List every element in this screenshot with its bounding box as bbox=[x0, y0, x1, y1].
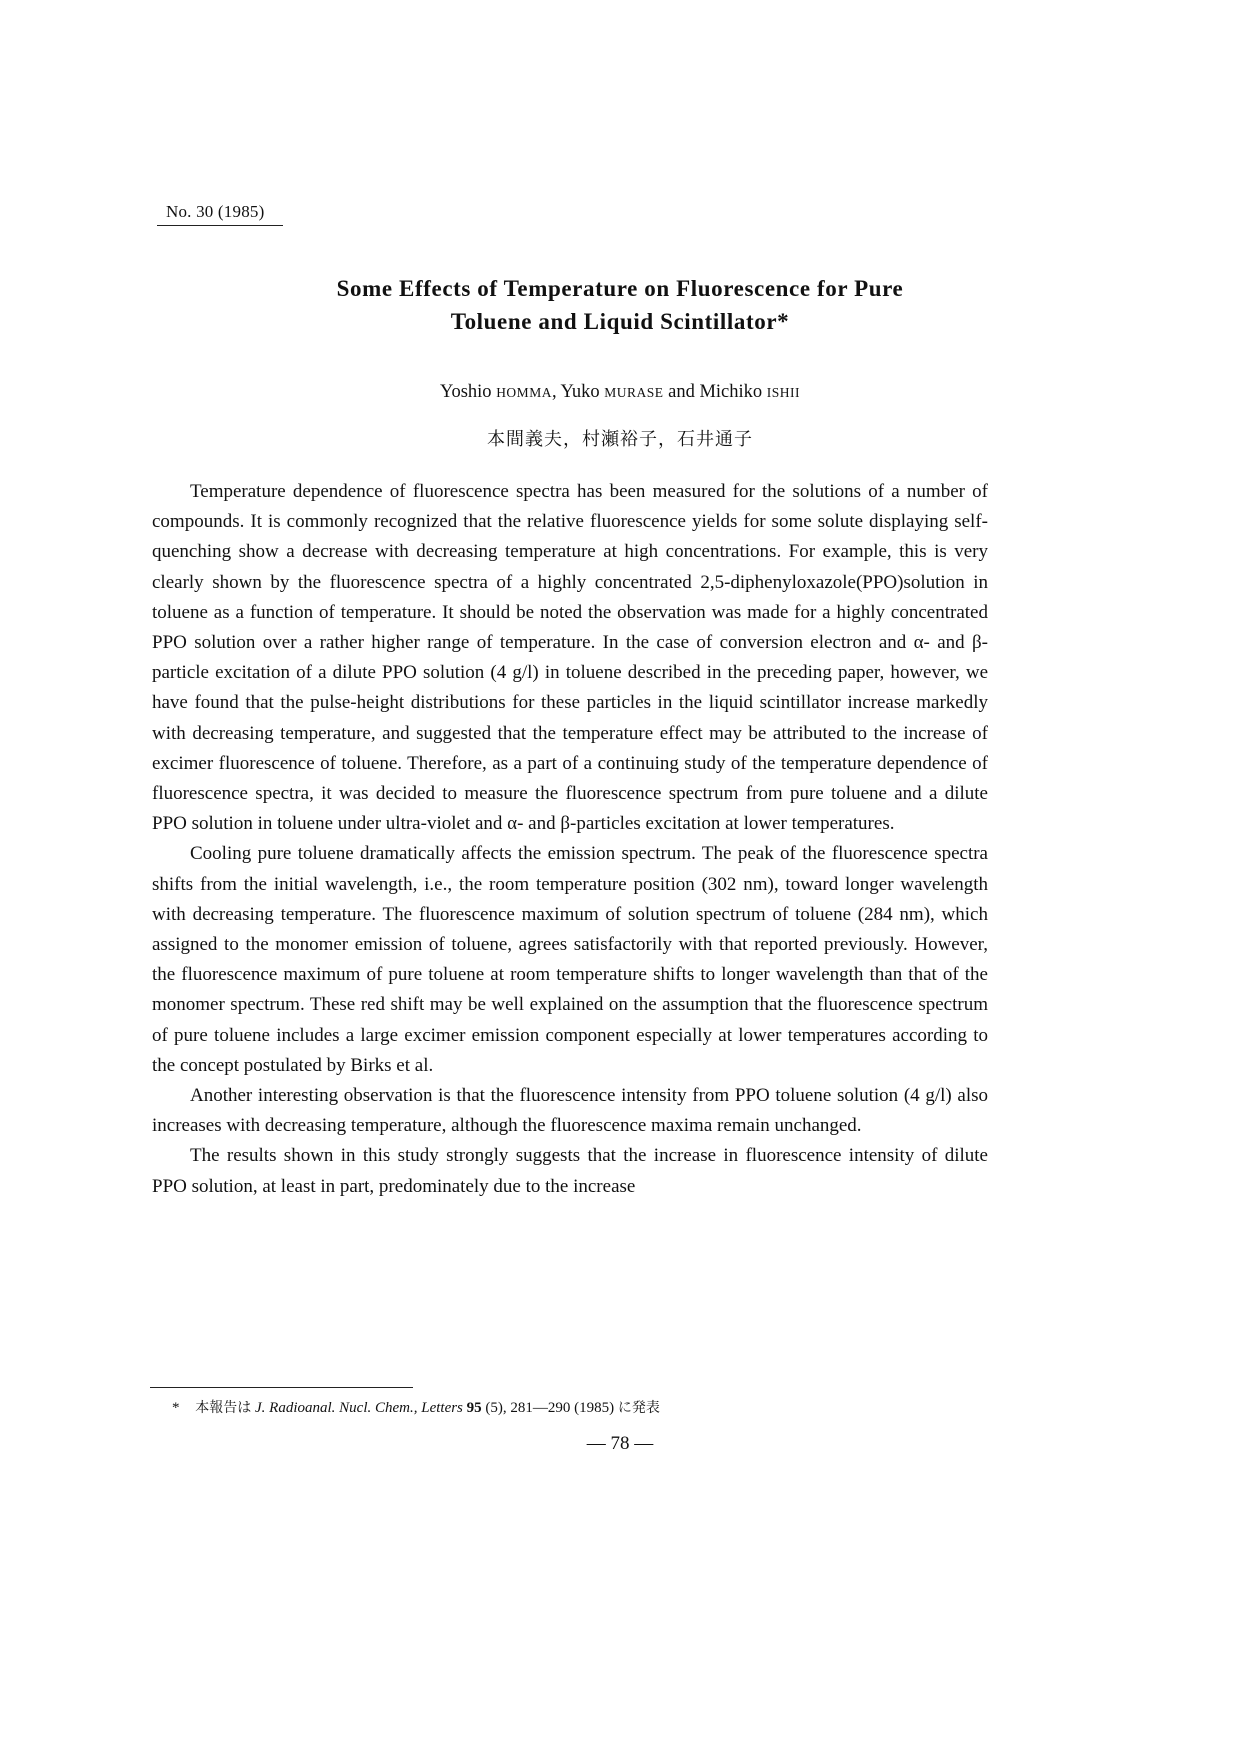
footnote-suffix: に発表 bbox=[617, 1400, 660, 1416]
page-number: — 78 — bbox=[586, 1433, 654, 1454]
footnote-journal: J. Radioanal. Nucl. Chem., Letters bbox=[255, 1400, 463, 1416]
paragraph: The results shown in this study strongly suggests that the increase in fluorescence intensity of dilute PPO solution, at least in part, predominately due to the increase bbox=[152, 1145, 988, 1197]
issue-underline bbox=[157, 225, 283, 226]
paragraph: Another interesting observation is that the fluorescence intensity from PPO toluene solution (4 g/l) also increases with decreasing temperature, although the fluorescence maxima remain unchanged. bbox=[152, 1085, 988, 1137]
author-2-given: Yuko bbox=[560, 382, 605, 402]
paper-title bbox=[160, 272, 1080, 338]
author-3-family: ISHII bbox=[766, 385, 801, 400]
author-1-given: Yoshio bbox=[439, 382, 497, 402]
author-list bbox=[160, 382, 1080, 403]
author-1-family: HOMMA bbox=[496, 385, 552, 400]
footnote-volume: 95 bbox=[466, 1400, 482, 1416]
footnote-rule bbox=[150, 1387, 413, 1388]
author-2-family: MURASE bbox=[604, 385, 664, 400]
title-line-1: Some Effects of Temperature on Fluorescence for Pure bbox=[336, 276, 904, 301]
title-line-2: Toluene and Liquid Scintillator* bbox=[450, 309, 790, 334]
issue-label: No. 30 (1985) bbox=[166, 202, 265, 221]
paragraph: Temperature dependence of fluorescence spectra has been measured for the solutions of a number of compounds. It is commonly recognized that the relative fluorescence yields for some solute displaying self-quenching show a decrease with decreasing temperature at high concentrations. For example, this is very clearly shown by the fluorescence spectra of a highly concentrated 2,5-diphenyloxazole(PPO)solution in toluene as a function of temperature. It should be noted the observation was made for a highly concentrated PPO solution over a rather higher range of temperature. In the case of conversion electron and α- and β-particle excitation of a dilute PPO solution (4 g/l) in toluene described in the preceding paper, however, we have found that the pulse-height distributions for these particles in the liquid scintillator increase markedly with decreasing temperature, and suggested that the temperature effect may be attributed to the increase of excimer fluorescence of toluene. Therefore, as a part of a continuing study of the temperature dependence of fluorescence spectra, it was decided to measure the fluorescence spectrum from pure toluene and a dilute PPO solution in toluene under ultra-violet and α- and β-particles excitation at lower temperatures. bbox=[152, 481, 988, 835]
author-separator: , bbox=[551, 382, 561, 402]
author-list-japanese: 本間義夫，村瀬裕子，石井通子 bbox=[487, 429, 753, 450]
footnote-mark: * bbox=[172, 1400, 180, 1416]
footnote-prefix: 本報告は bbox=[195, 1400, 252, 1416]
author-separator: and bbox=[663, 382, 700, 402]
paragraph: Cooling pure toluene dramatically affects the emission spectrum. The peak of the fluorescence spectra shifts from the initial wavelength, i.e., the room temperature position (302 nm), toward longer wavelength with decreasing temperature. The fluorescence maximum of solution spectrum of toluene (284 nm), which assigned to the monomer emission of toluene, agrees satisfactorily with that reported previously. However, the fluorescence maximum of pure toluene at room temperature shifts to longer wavelength than that of the monomer spectrum. These red shift may be well explained on the assumption that the fluorescence spectrum of pure toluene includes a large excimer emission component especially at lower temperatures according to the concept postulated by Birks et al. bbox=[152, 843, 988, 1076]
body-text bbox=[152, 477, 988, 1202]
footnote-issue-pages: (5), 281—290 (1985) bbox=[485, 1400, 615, 1416]
footnote bbox=[172, 1397, 660, 1417]
author-3-given: Michiko bbox=[699, 382, 767, 402]
